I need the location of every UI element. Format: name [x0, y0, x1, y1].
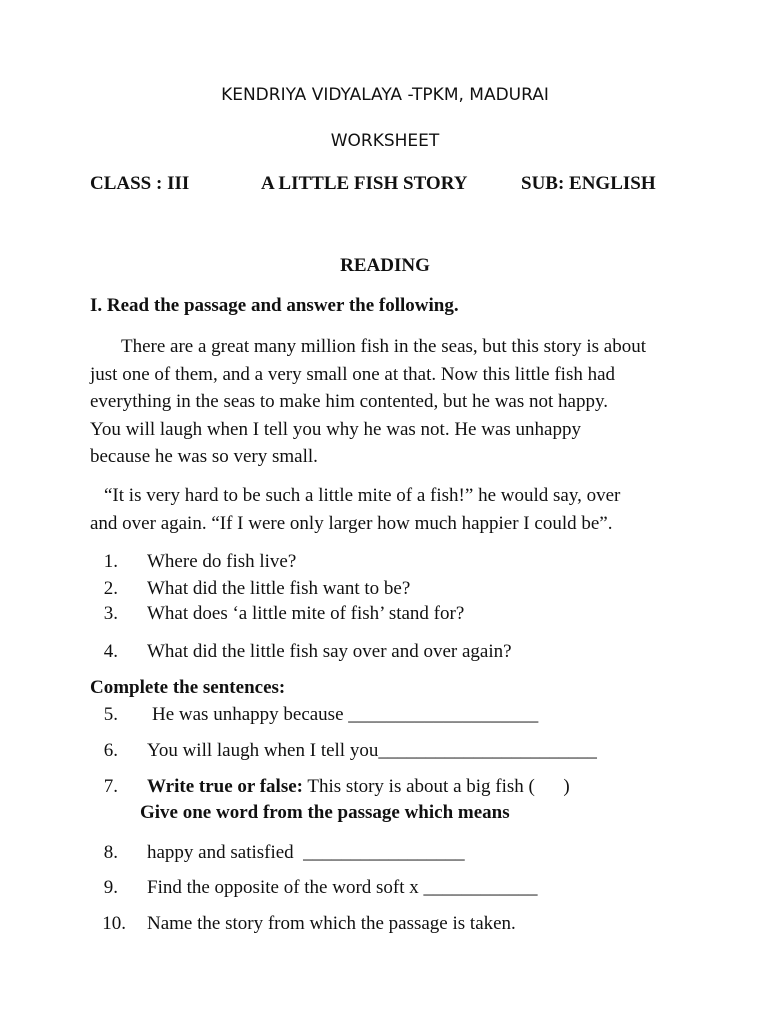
question-bold-prefix: Write true or false:: [147, 776, 303, 797]
question-text: What did the little fish say over and over again?: [147, 641, 512, 662]
question-number: 5.: [103, 704, 118, 725]
passage-line: everything in the seas to make him contented, but he was not happy.: [90, 391, 608, 412]
word-meaning-heading: Give one word from the passage which means: [140, 802, 510, 823]
question-number: 10.: [102, 913, 126, 934]
question-text: Where do fish live?: [147, 551, 297, 572]
question-text: He was unhappy because ____________________: [152, 704, 539, 725]
question-number: 9.: [103, 877, 118, 898]
question-text: What does ‘a little mite of fish’ stand for?: [147, 603, 465, 624]
passage-line: “It is very hard to be such a little mite of a fish!” he would say, over: [104, 485, 621, 506]
question-number: 6.: [103, 740, 118, 761]
school-name: KENDRIYA VIDYALAYA -TPKM, MADURAI: [221, 85, 549, 105]
question-number: 4.: [103, 641, 118, 662]
question-text: What did the little fish want to be?: [147, 578, 411, 599]
passage-line: and over again. “If I were only larger how much happier I could be”.: [90, 512, 613, 534]
section-instruction: I. Read the passage and answer the following.: [90, 295, 459, 316]
passage-line: just one of them, and a very small one at that. Now this little fish had: [90, 363, 616, 385]
complete-heading: Complete the sentences:: [90, 677, 286, 698]
question-number: 8.: [103, 842, 118, 863]
passage-line: There are a great many million fish in the seas, but this story is about: [121, 336, 647, 357]
document-type: WORKSHEET: [330, 131, 440, 151]
question-number: 2.: [103, 578, 118, 599]
passage-line: because he was so very small.: [90, 446, 318, 467]
passage-paragraph-2: [90, 482, 690, 537]
question-text: You will laugh when I tell you_______________________: [147, 740, 597, 761]
question-number: 7.: [103, 776, 118, 797]
passage-paragraph-1: [90, 333, 690, 471]
question-number: 1.: [103, 551, 118, 572]
question-body: This story is about a big fish ( ): [303, 776, 570, 797]
section-title: READING: [340, 255, 430, 276]
question-number: 3.: [103, 603, 118, 624]
subject-label: SUB: ENGLISH: [521, 173, 656, 194]
class-label: CLASS : III: [90, 173, 190, 194]
question-text: Name the story from which the passage is taken.: [147, 913, 516, 934]
question-text: [147, 776, 570, 798]
passage-line: You will laugh when I tell you why he was not. He was unhappy: [90, 418, 581, 440]
question-text: happy and satisfied _________________: [147, 842, 465, 863]
story-title: A LITTLE FISH STORY: [261, 173, 468, 194]
question-text: Find the opposite of the word soft x ____________: [147, 877, 538, 898]
